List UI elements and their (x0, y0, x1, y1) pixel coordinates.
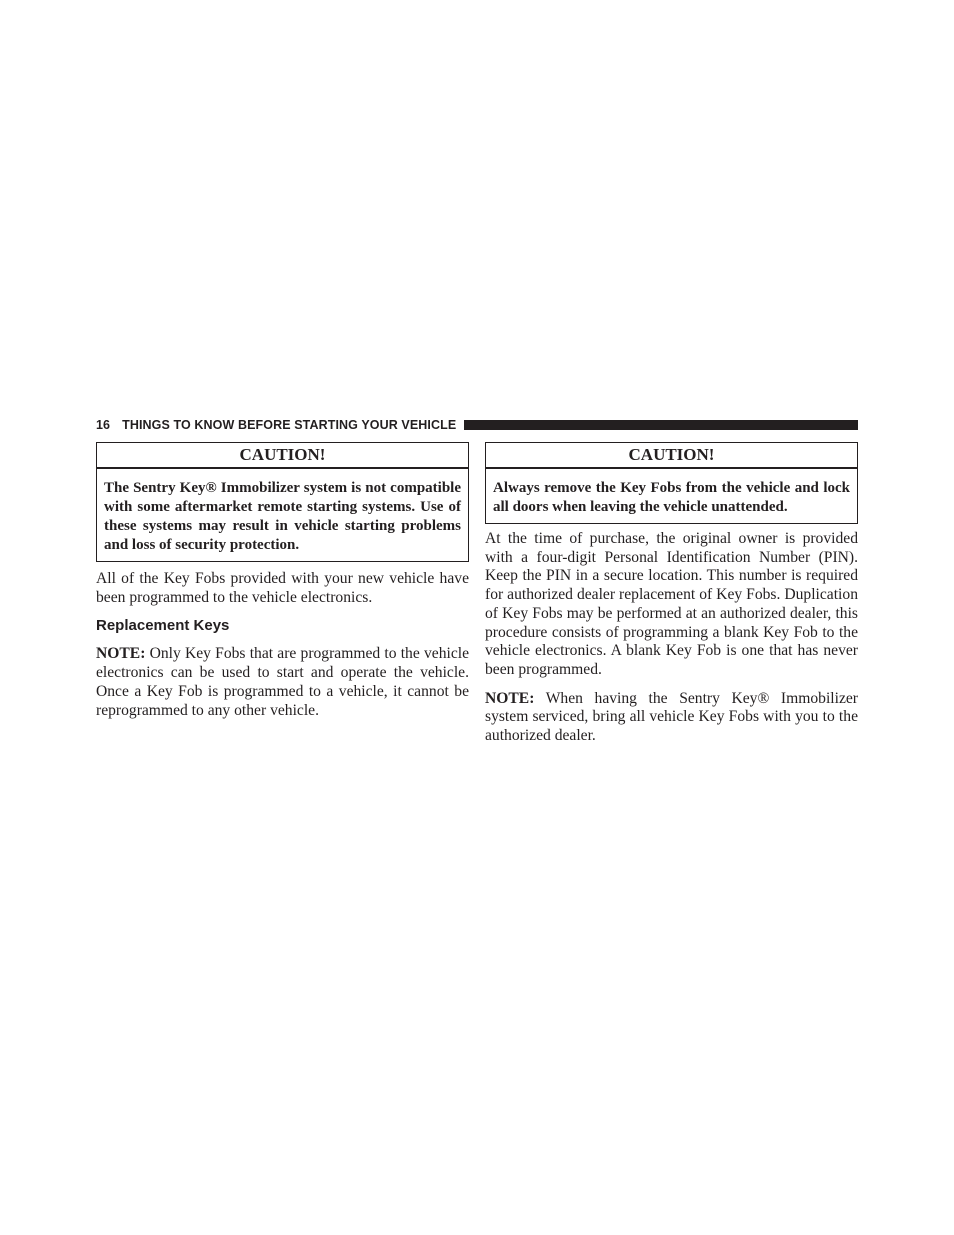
header-rule (464, 420, 858, 430)
caution-text: The Sentry Key® Immobilizer system is not compatible with some aftermarket remote starting systems. Use of these systems may result in vehicle starting problems and loss of security protection. (104, 480, 461, 553)
immobilizer-service-note (485, 690, 858, 746)
caution-box-key-fobs (485, 442, 858, 524)
note-text: When having the Sentry Key® Immobilizer system serviced, bring all vehicle Key Fobs with you to the authorized dealer. (485, 689, 858, 745)
caution-text: Always remove the Key Fobs from the vehicle and lock all doors when leaving the vehicle unattended. (493, 480, 850, 515)
note-text: Only Key Fobs that are programmed to the vehicle electronics can be used to start and operate the vehicle. Once a Key Fob is programmed to a vehicle, it cannot be reprogrammed to any other vehicle. (96, 645, 469, 719)
replacement-keys-heading: Replacement Keys (96, 617, 230, 635)
key-fobs-programmed-paragraph: All of the Key Fobs provided with your new vehicle have been programmed to the vehicle electronics. (96, 570, 469, 606)
replacement-keys-note (96, 645, 469, 720)
page-number: 16 (96, 418, 111, 432)
caution-title: CAUTION! (486, 443, 857, 469)
pin-paragraph: At the time of purchase, the original owner is provided with a four-digit Personal Identification Number (PIN). Keep the PIN in a secure location. This number is required for authorized dealer replacement of Key Fobs. Duplication of Key Fobs may be performed at an authorized dealer, this procedure consists of programming a blank Key Fob to the vehicle electronics. A blank Key Fob is one that has never been programmed. (485, 530, 858, 678)
caution-box-immobilizer (96, 442, 469, 562)
note-label: NOTE: (96, 645, 146, 663)
note-label: NOTE: (485, 689, 535, 707)
page-header (96, 417, 858, 433)
caution-title: CAUTION! (97, 443, 468, 469)
right-column (485, 442, 858, 746)
left-column (96, 442, 469, 720)
section-title: THINGS TO KNOW BEFORE STARTING YOUR VEHICLE (122, 418, 457, 432)
